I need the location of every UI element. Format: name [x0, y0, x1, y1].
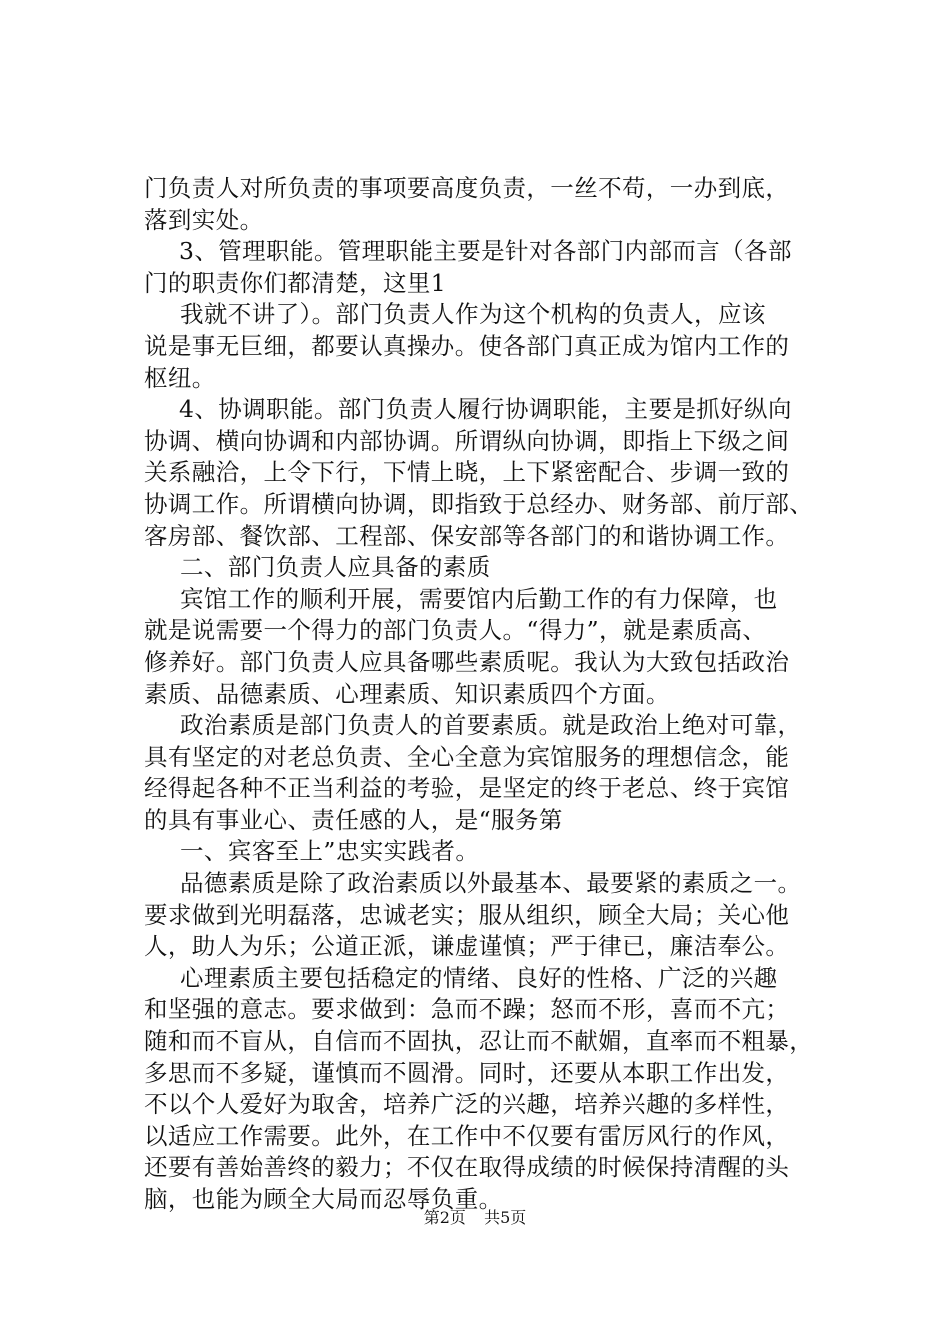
page-number: 第2页: [423, 1208, 466, 1227]
section-heading: 二、部门负责人应具备的素质: [180, 553, 491, 582]
text-line: 落到实处。: [144, 205, 264, 234]
text-line: 协调工作。所谓横向协调，即指致于总经办、财务部、前厅部、: [144, 489, 814, 518]
text-line: 脑，也能为顾全大局而忍辱负重。: [144, 1185, 503, 1213]
text-line: 心理素质主要包括稳定的情绪、良好的性格、广泛的兴趣: [180, 963, 778, 992]
document-body: [144, 173, 834, 1216]
text-line: 还要有善始善终的毅力；不仅在取得成绩的时候保持清醒的头: [144, 1153, 790, 1182]
text-line: 不以个人爱好为取舍，培养广泛的兴趣，培养兴趣的多样性，: [144, 1090, 790, 1119]
text-line: 素质、品德素质、心理素质、知识素质四个方面。: [144, 679, 670, 708]
text-line: 一、宾客至上”忠实实践者。: [180, 837, 480, 866]
text-line: 关系融洽，上令下行，下情上晓，上下紧密配合、步调一致的: [144, 458, 790, 487]
text-line: 修养好。部门负责人应具备哪些素质呢。我认为大致包括政治: [144, 647, 790, 676]
text-line: 人，助人为乐；公道正派，谦虚谨慎；严于律已，廉洁奉公。: [144, 932, 790, 961]
page-footer: [0, 1205, 950, 1228]
text-line: 4、协调职能。部门负责人履行协调职能，主要是抓好纵向: [179, 395, 792, 424]
text-line: 宾馆工作的顺利开展，需要馆内后勤工作的有力保障，也: [180, 584, 778, 613]
text-line: 客房部、餐饮部、工程部、保安部等各部门的和谐协调工作。: [144, 521, 790, 550]
text-line: 和坚强的意志。要求做到：急而不躁；怒而不形，喜而不亢；: [144, 995, 790, 1024]
text-line: 多思而不多疑，谨慎而不圆滑。同时，还要从本职工作出发，: [144, 1058, 790, 1087]
text-line: 门负责人对所负责的事项要高度负责，一丝不苟，一办到底，: [144, 174, 790, 202]
text-line: 就是说需要一个得力的部门负责人。“得力”，就是素质高、: [144, 616, 767, 645]
text-line: 的具有事业心、责任感的人，是“服务第: [144, 805, 563, 834]
text-line: 具有坚定的对老总负责、全心全意为宾馆服务的理想信念，能: [144, 742, 790, 771]
text-line: 枢纽。: [144, 363, 216, 392]
text-line: 我就不讲了）。部门负责人作为这个机构的负责人，应该: [180, 300, 766, 329]
text-line: 3、管理职能。管理职能主要是针对各部门内部而言（各部: [179, 237, 792, 266]
text-line: 要求做到光明磊落，忠诚老实；服从组织，顾全大局；关心他: [144, 900, 790, 929]
text-line: 协调、横向协调和内部协调。所谓纵向协调，即指上下级之间: [144, 426, 790, 455]
text-line: 以适应工作需要。此外，在工作中不仅要有雷厉风行的作风，: [144, 1121, 790, 1150]
text-line: 政治素质是部门负责人的首要素质。就是政治上绝对可靠，: [180, 711, 802, 740]
text-line: 门的职责你们都清楚，这里1: [144, 268, 447, 297]
total-pages: 共5页: [484, 1208, 527, 1227]
text-line: 随和而不盲从，自信而不固执，忍让而不献媚，直率而不粗暴，: [144, 1027, 814, 1056]
text-line: 品德素质是除了政治素质以外最基本、最要紧的素质之一。: [180, 869, 802, 898]
text-line: 说是事无巨细，都要认真操办。使各部门真正成为馆内工作的: [144, 331, 790, 360]
text-line: 经得起各种不正当利益的考验，是坚定的终于老总、终于宾馆: [144, 774, 790, 803]
